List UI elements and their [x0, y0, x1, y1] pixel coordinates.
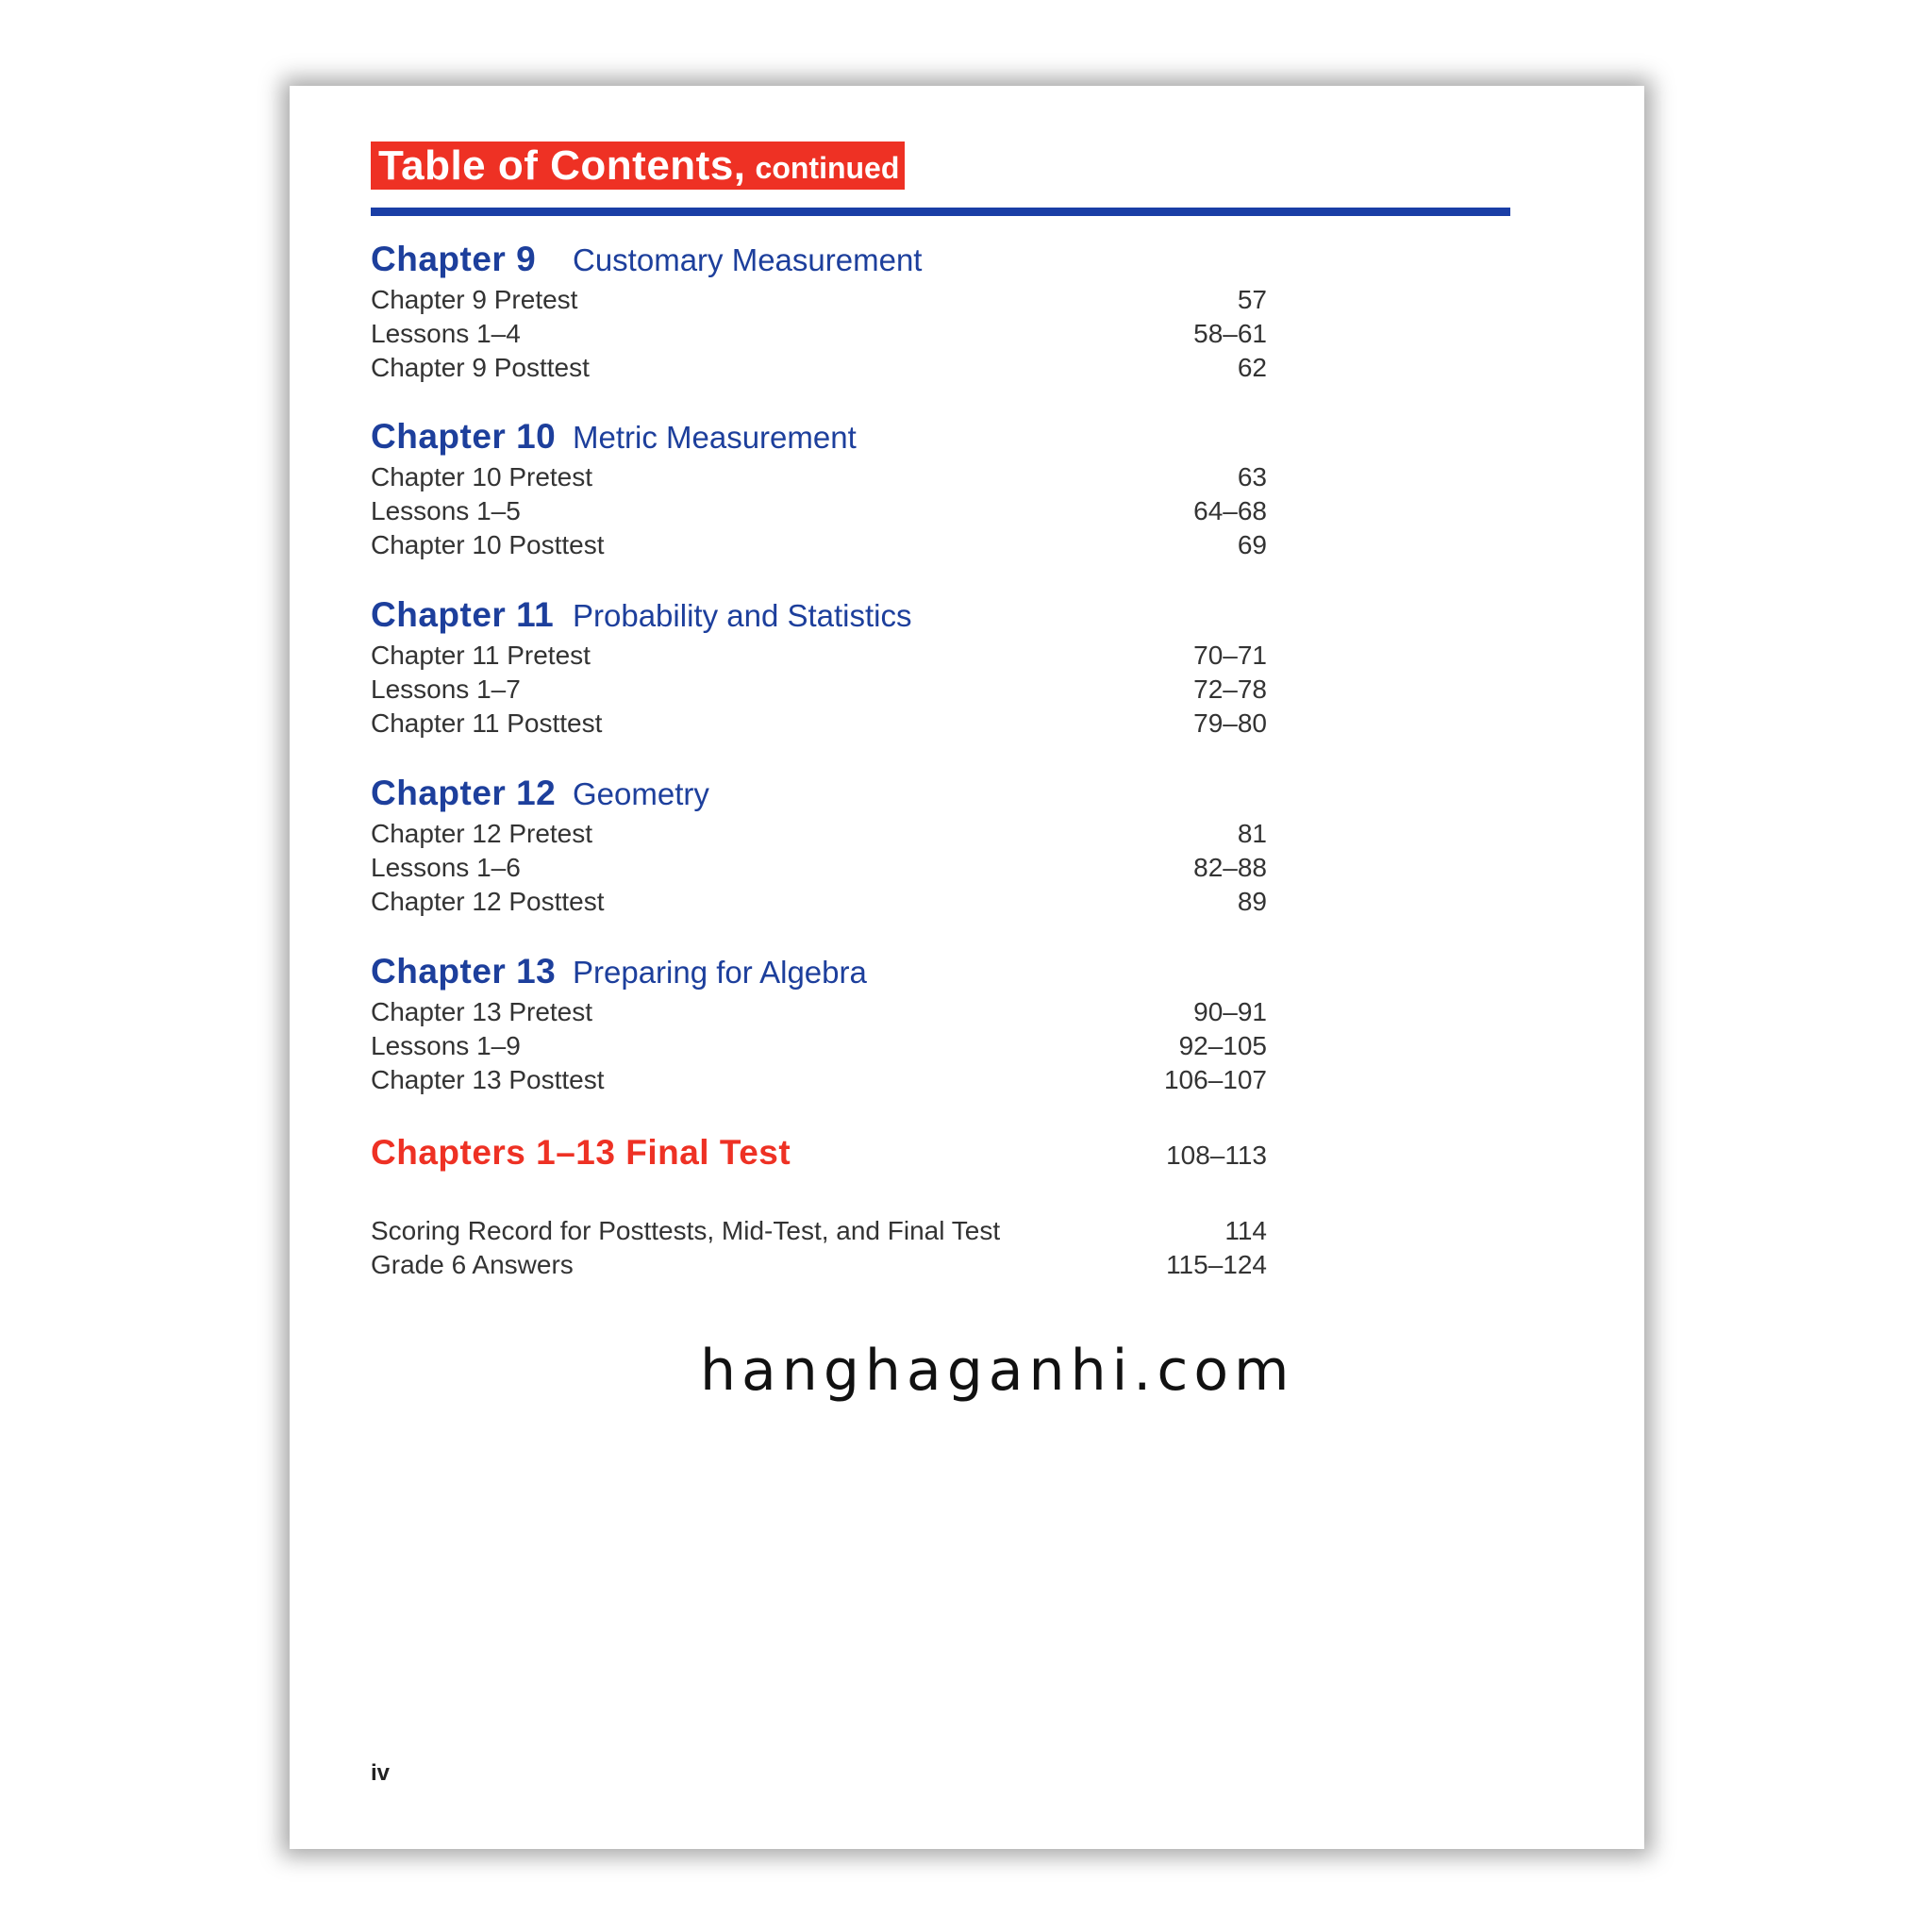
- toc-title: Table of Contents,: [378, 142, 746, 189]
- entry-name: Chapter 11 Posttest: [371, 708, 603, 738]
- toc-entry: [371, 1216, 1267, 1250]
- entry-name: Chapter 11 Pretest: [371, 641, 591, 670]
- chapter-heading: [371, 240, 1267, 285]
- toc-entry: [371, 641, 1267, 675]
- toc-title-banner: [371, 142, 905, 190]
- entry-name: Chapter 12 Pretest: [371, 819, 593, 848]
- chapter-title: Metric Measurement: [573, 420, 857, 455]
- title-rule: [371, 208, 1510, 216]
- document-page: [290, 86, 1644, 1849]
- toc-entry: [371, 285, 1267, 319]
- toc-entry: [371, 887, 1267, 921]
- page-number: iv: [371, 1760, 391, 1786]
- toc-entry: [371, 997, 1267, 1031]
- final-test-label: Chapters 1–13 Final Test: [371, 1133, 791, 1172]
- chapter-10-section: [371, 417, 1267, 564]
- chapter-heading: [371, 774, 1267, 819]
- chapter-title: Probability and Statistics: [573, 598, 912, 633]
- entry-name: Lessons 1–9: [371, 1031, 521, 1060]
- entry-pages: 82–88: [1193, 853, 1267, 882]
- entry-name: Chapter 13 Pretest: [371, 997, 593, 1026]
- toc-entry: [371, 353, 1267, 387]
- chapter-13-section: [371, 952, 1267, 1099]
- entry-name: Scoring Record for Posttests, Mid-Test, and Final Test: [371, 1216, 1001, 1245]
- entry-name: Grade 6 Answers: [371, 1250, 574, 1279]
- chapter-title: Geometry: [573, 776, 709, 811]
- toc-entry: [371, 530, 1267, 564]
- entry-name: Chapter 12 Posttest: [371, 887, 605, 916]
- entry-name: Lessons 1–4: [371, 319, 521, 348]
- entry-name: Lessons 1–5: [371, 496, 521, 525]
- watermark-text: hanghaganhi.com: [700, 1338, 1295, 1404]
- chapter-heading: [371, 595, 1267, 641]
- entry-name: Chapter 9 Pretest: [371, 285, 578, 314]
- entry-pages: 58–61: [1193, 319, 1267, 348]
- entry-pages: 64–68: [1193, 496, 1267, 525]
- extras-section: [371, 1216, 1267, 1284]
- entry-name: Lessons 1–7: [371, 675, 521, 704]
- entry-pages: 57: [1237, 285, 1267, 314]
- entry-name: Lessons 1–6: [371, 853, 521, 882]
- entry-pages: 62: [1237, 353, 1267, 382]
- entry-pages: 92–105: [1178, 1031, 1267, 1060]
- toc-entry: [371, 675, 1267, 708]
- toc-entry: [371, 319, 1267, 353]
- entry-name: Chapter 13 Posttest: [371, 1065, 605, 1094]
- chapter-11-section: [371, 595, 1267, 742]
- entry-name: Chapter 10 Pretest: [371, 462, 593, 491]
- chapter-title: Preparing for Algebra: [573, 955, 867, 990]
- chapter-label: Chapter 11: [371, 595, 555, 634]
- chapter-label: Chapter 10: [371, 417, 557, 456]
- entry-pages: 72–78: [1193, 675, 1267, 704]
- toc-title-continued: continued: [755, 151, 900, 185]
- entry-pages: 79–80: [1193, 708, 1267, 738]
- chapter-9-section: [371, 240, 1267, 387]
- chapter-heading: [371, 417, 1267, 462]
- toc-entry: [371, 462, 1267, 496]
- toc-entry: [371, 708, 1267, 742]
- toc-entry: [371, 1031, 1267, 1065]
- entry-pages: 63: [1237, 462, 1267, 491]
- entry-name: Chapter 9 Posttest: [371, 353, 590, 382]
- entry-pages: 70–71: [1193, 641, 1267, 670]
- entry-pages: 89: [1237, 887, 1267, 916]
- entry-pages: 81: [1237, 819, 1267, 848]
- entry-pages: 114: [1224, 1216, 1267, 1245]
- toc-entry: [371, 853, 1267, 887]
- entry-name: Chapter 10 Posttest: [371, 530, 605, 559]
- chapter-label: Chapter 9: [371, 240, 537, 278]
- chapter-title: Customary Measurement: [573, 242, 923, 277]
- final-test-pages: 108–113: [1166, 1141, 1267, 1170]
- toc-entry: [371, 1250, 1267, 1284]
- toc-entry: [371, 1065, 1267, 1099]
- chapter-label: Chapter 13: [371, 952, 557, 991]
- final-test-entry: [371, 1133, 1267, 1173]
- chapter-12-section: [371, 774, 1267, 921]
- entry-pages: 115–124: [1166, 1250, 1267, 1279]
- chapter-label: Chapter 12: [371, 774, 557, 812]
- toc-entry: [371, 496, 1267, 530]
- toc-entry: [371, 819, 1267, 853]
- entry-pages: 69: [1237, 530, 1267, 559]
- chapter-heading: [371, 952, 1267, 997]
- entry-pages: 106–107: [1163, 1065, 1267, 1094]
- entry-pages: 90–91: [1193, 997, 1267, 1026]
